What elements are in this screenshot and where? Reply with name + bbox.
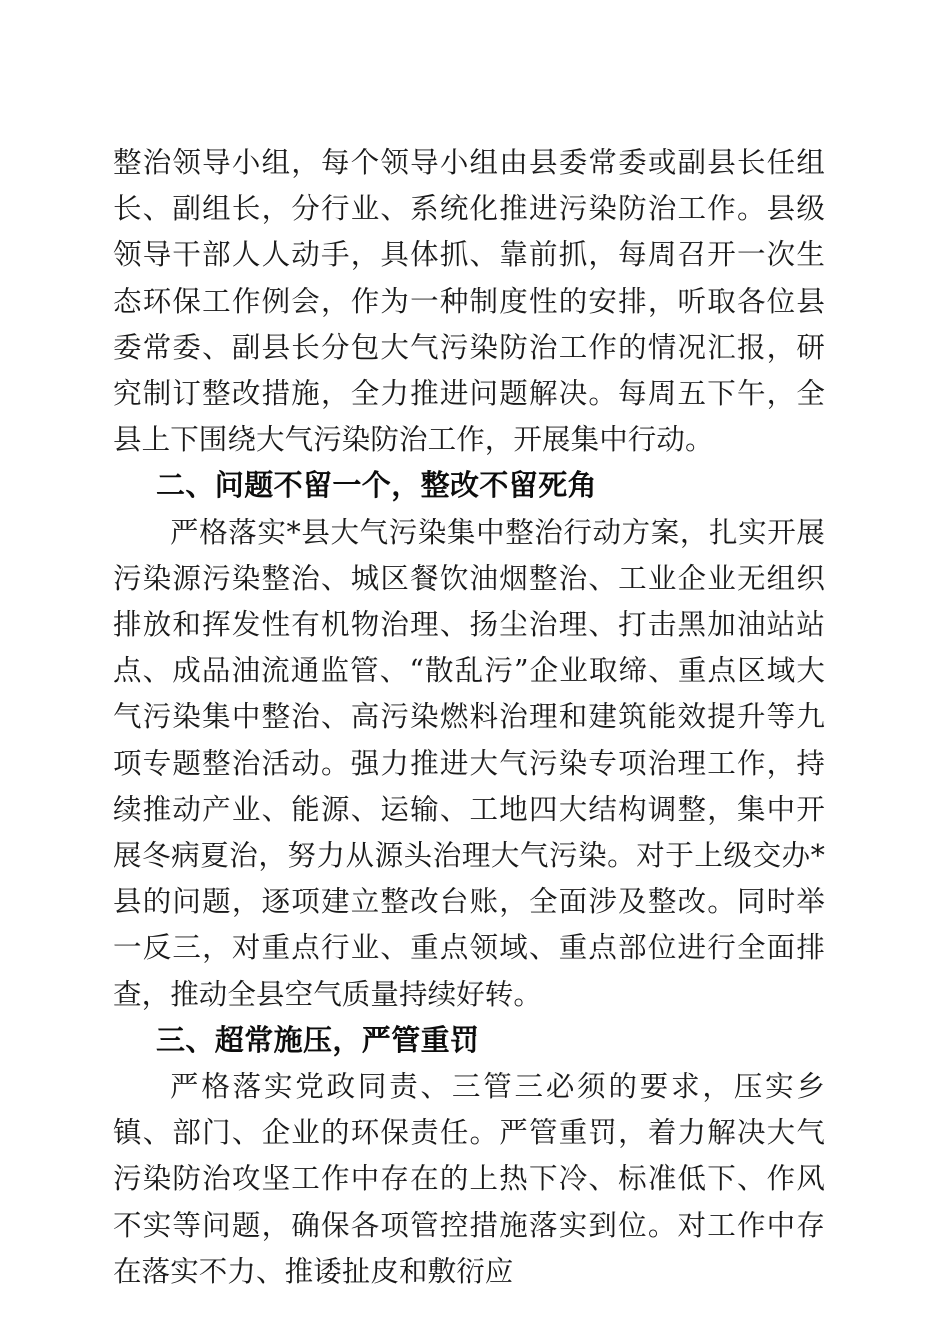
page-text-column: [113, 140, 825, 1295]
paragraph-section-three-body: 严格落实党政同责、三管三必须的要求，压实乡镇、部门、企业的环保责任。严管重罚，着力解决大气污染防治攻坚工作中存在的上热下冷、标准低下、作风不实等问题，确保各项管控措施落实到位。对工作中存在落实不力、推诿扯皮和敷衍应: [113, 1070, 825, 1288]
section-heading-three: 三、超常施压，严管重罚: [156, 1024, 480, 1057]
paragraph-continued-section-one: 整治领导小组，每个领导小组由县委常委或副县长任组长、副组长，分行业、系统化推进污染防治工作。县级领导干部人人动手，具体抓、靠前抓，每周召开一次生态环保工作例会，作为一种制度性的安排，听取各位县委常委、副县长分包大气污染防治工作的情况汇报，研究制订整改措施，全力推进问题解决。每周五下午，全县上下围绕大气污染防治工作，开展集中行动。: [113, 146, 825, 457]
paragraph-section-two-body: 严格落实*县大气污染集中整治行动方案，扎实开展污染源污染整治、城区餐饮油烟整治、工业企业无组织排放和挥发性有机物治理、扬尘治理、打击黑加油站站点、成品油流通监管、“散乱污”企业取缔、重点区域大气污染集中整治、高污染燃料治理和建筑能效提升等九项专题整治活动。强力推进大气污染专项治理工作，持续推动产业、能源、运输、工地四大结构调整，集中开展冬病夏治，努力从源头治理大气污染。对于上级交办*县的问题，逐项建立整改台账，全面涉及整改。同时举一反三，对重点行业、重点领域、重点部位进行全面排查，推动全县空气质量持续好转。: [113, 515, 825, 1011]
section-heading-two: 二、问题不留一个，整改不留死角: [156, 470, 598, 503]
